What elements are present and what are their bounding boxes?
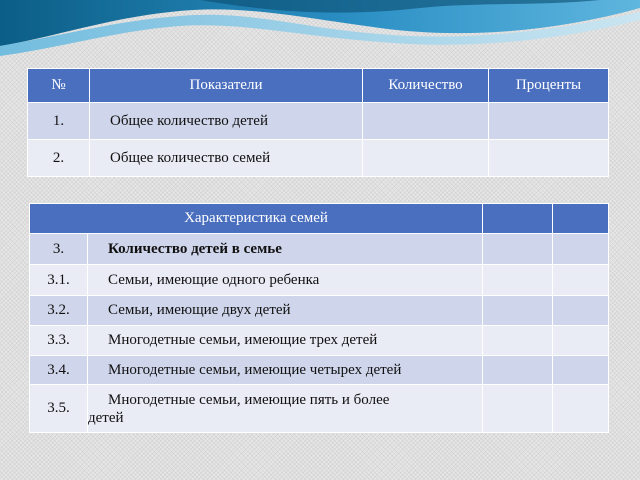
table-row xyxy=(30,356,609,385)
row-label-line2: детей xyxy=(88,409,124,426)
family-characteristics-table xyxy=(29,203,609,433)
table-row xyxy=(30,296,609,326)
table-row xyxy=(30,265,609,296)
row-cell xyxy=(553,356,609,385)
row-number: 3.4. xyxy=(30,356,88,385)
row-cell xyxy=(483,385,553,433)
table-row xyxy=(30,234,609,265)
row-cell xyxy=(483,234,553,265)
row-number: 3.5. xyxy=(30,385,88,433)
row-number: 3.2. xyxy=(30,296,88,326)
header-percent: Проценты xyxy=(489,69,609,103)
row-cell xyxy=(553,234,609,265)
row-label: Количество детей в семье xyxy=(88,234,483,265)
row-cell xyxy=(553,265,609,296)
row-label: Семьи, имеющие двух детей xyxy=(88,296,483,326)
indicators-header-row xyxy=(28,69,609,103)
row-cell xyxy=(553,326,609,356)
row-label: Семьи, имеющие одного ребенка xyxy=(88,265,483,296)
row-label: Многодетные семьи, имеющие трех детей xyxy=(88,326,483,356)
header-number: № xyxy=(28,69,90,103)
row-label: Общее количество детей xyxy=(90,103,363,140)
row-cell xyxy=(483,356,553,385)
header-family-characteristics: Характеристика семей xyxy=(30,204,483,234)
family-header-row xyxy=(30,204,609,234)
row-quantity xyxy=(363,103,489,140)
table-row xyxy=(30,385,609,433)
row-cell xyxy=(483,326,553,356)
row-label-line1: Многодетные семьи, имеющие пять и более xyxy=(108,391,390,408)
header-empty xyxy=(483,204,553,234)
row-cell xyxy=(483,296,553,326)
row-percent xyxy=(489,140,609,177)
header-quantity: Количество xyxy=(363,69,489,103)
row-percent xyxy=(489,103,609,140)
row-number: 2. xyxy=(28,140,90,177)
table-row xyxy=(30,326,609,356)
row-label xyxy=(88,385,483,433)
row-cell xyxy=(483,265,553,296)
row-cell xyxy=(553,385,609,433)
row-number: 3. xyxy=(30,234,88,265)
header-empty xyxy=(553,204,609,234)
row-number: 3.3. xyxy=(30,326,88,356)
table-row xyxy=(28,103,609,140)
row-number: 3.1. xyxy=(30,265,88,296)
header-indicators: Показатели xyxy=(90,69,363,103)
table-row xyxy=(28,140,609,177)
indicators-table xyxy=(27,68,609,177)
row-label: Многодетные семьи, имеющие четырех детей xyxy=(88,356,483,385)
row-label: Общее количество семей xyxy=(90,140,363,177)
row-quantity xyxy=(363,140,489,177)
row-cell xyxy=(553,296,609,326)
row-number: 1. xyxy=(28,103,90,140)
decorative-wave xyxy=(0,0,640,62)
